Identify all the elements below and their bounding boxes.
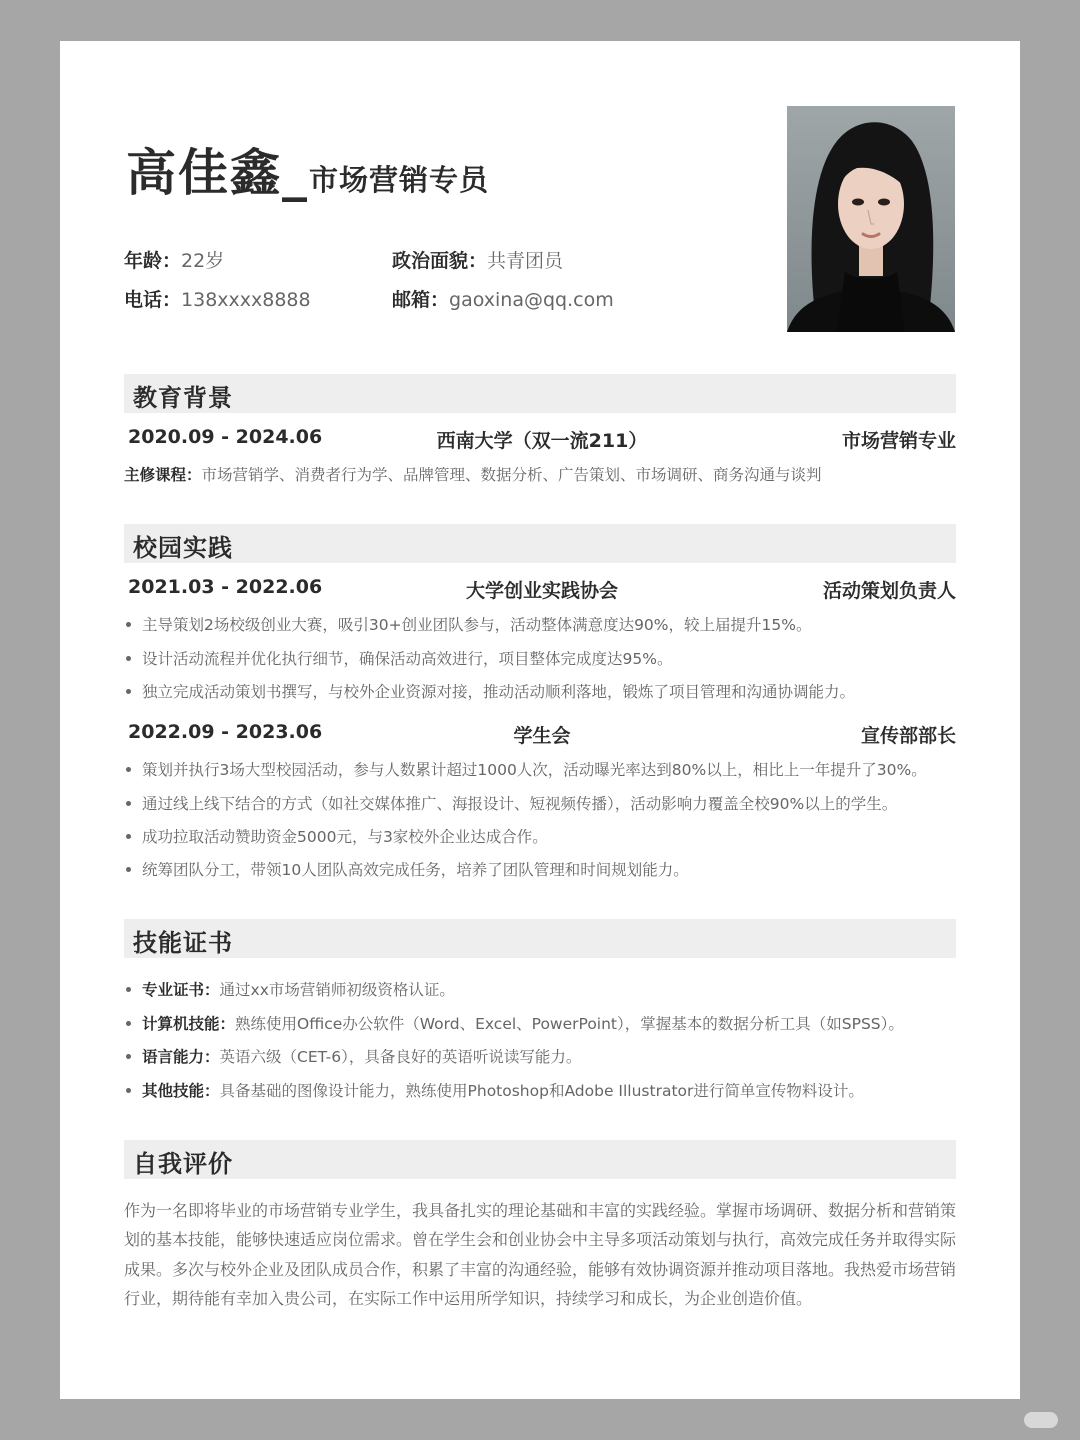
politics-field bbox=[392, 246, 563, 273]
list-item bbox=[124, 1079, 984, 1101]
skill-text: 具备基础的图像设计能力，熟练使用Photoshop和Adobe Illustrator进行简单宣传物料设计。 bbox=[219, 1082, 864, 1100]
resume-page bbox=[60, 41, 1020, 1399]
list-item: 统筹团队分工，带领10人团队高效完成任务，培养了团队管理和时间规划能力。 bbox=[124, 858, 984, 880]
name-separator: _ bbox=[282, 144, 309, 202]
education-school: 西南大学（双一流211） bbox=[436, 430, 648, 452]
applicant-name: 高佳鑫 bbox=[126, 144, 282, 202]
self-eval-title: 自我评价 bbox=[133, 1150, 233, 1178]
email-value: gaoxina@qq.com bbox=[449, 289, 614, 311]
profile-photo bbox=[787, 106, 955, 332]
practice-role: 活动策划负责人 bbox=[822, 580, 956, 602]
education-title: 教育背景 bbox=[133, 384, 233, 412]
self-eval-section-header bbox=[124, 1140, 956, 1179]
practice-role: 宣传部部长 bbox=[860, 725, 956, 747]
phone-field bbox=[124, 285, 311, 312]
skills-title: 技能证书 bbox=[133, 929, 233, 957]
education-major: 市场营销专业 bbox=[841, 430, 956, 452]
paragraph-line: 划的基本技能，能够快速适应岗位需求。曾在学生会和创业协会中主导多项活动策划与执行，高效完成任务并取得实际 bbox=[124, 1230, 957, 1250]
list-item: 独立完成活动策划书撰写，与校外企业资源对接，推动活动顺利落地，锻炼了项目管理和沟通协调能力。 bbox=[124, 680, 984, 702]
practice-org: 学生会 bbox=[513, 725, 571, 747]
phone-value: 138xxxx8888 bbox=[181, 289, 311, 311]
list-item: 通过线上线下结合的方式（如社交媒体推广、海报设计、短视频传播），活动影响力覆盖全校90%以上的学生。 bbox=[124, 792, 984, 814]
practice-section-header bbox=[124, 524, 956, 563]
age-value: 22岁 bbox=[181, 250, 225, 272]
age-field bbox=[124, 246, 224, 273]
practice-row bbox=[128, 721, 956, 751]
skill-text: 熟练使用Office办公软件（Word、Excel、PowerPoint），掌握基本的数据分析工具（如SPSS）。 bbox=[235, 1015, 904, 1033]
skill-text: 通过xx市场营销师初级资格认证。 bbox=[219, 981, 455, 999]
list-item bbox=[124, 978, 984, 1000]
list-item: 设计活动流程并优化执行细节，确保活动高效进行，项目整体完成度达95%。 bbox=[124, 647, 984, 669]
skill-label: 语言能力： bbox=[142, 1048, 220, 1066]
list-item bbox=[124, 1045, 984, 1067]
skill-text: 英语六级（CET-6），具备良好的英语听说读写能力。 bbox=[219, 1048, 582, 1066]
paragraph-line: 作为一名即将毕业的市场营销专业学生，我具备扎实的理论基础和丰富的实践经验。掌握市场调研、数据分析和营销策 bbox=[124, 1201, 957, 1220]
skill-label: 专业证书： bbox=[142, 981, 220, 999]
practice-row bbox=[128, 576, 956, 606]
list-item: 成功拉取活动赞助资金5000元，与3家校外企业达成合作。 bbox=[124, 825, 984, 847]
phone-label: 电话： bbox=[124, 289, 182, 311]
list-item bbox=[124, 1012, 984, 1034]
list-item: 策划并执行3场大型校园活动，参与人数累计超过1000人次，活动曝光率达到80%以上，相比上一年提升了30%。 bbox=[124, 758, 984, 780]
education-courses bbox=[124, 463, 984, 485]
resume-header bbox=[126, 133, 489, 205]
practice-org: 大学创业实践协会 bbox=[465, 580, 618, 602]
paragraph-line: 成果。多次与校外企业及团队成员合作，积累了丰富的沟通经验，能够有效协调资源并推动项目落地。我热爱市场营销 bbox=[124, 1259, 957, 1279]
skill-label: 其他技能： bbox=[142, 1082, 220, 1100]
practice-period: 2022.09 - 2023.06 bbox=[128, 721, 323, 743]
politics-value: 共青团员 bbox=[487, 250, 564, 272]
courses-label: 主修课程： bbox=[124, 466, 202, 484]
portrait-image bbox=[787, 106, 955, 332]
watermark-badge bbox=[1024, 1412, 1058, 1428]
list-item: 主导策划2场校级创业大赛，吸引30+创业团队参与，活动整体满意度达90%，较上届提升15%。 bbox=[124, 613, 984, 635]
email-field bbox=[392, 285, 614, 312]
skill-label: 计算机技能： bbox=[142, 1015, 236, 1033]
skills-section-header bbox=[124, 919, 956, 958]
email-label: 邮箱： bbox=[392, 289, 450, 311]
education-section-header bbox=[124, 374, 956, 413]
age-label: 年龄： bbox=[124, 250, 182, 272]
paragraph-line: 行业，期待能有幸加入贵公司，在实际工作中运用所学知识，持续学习和成长，为企业创造价值。 bbox=[124, 1288, 813, 1308]
practice-period: 2021.03 - 2022.06 bbox=[128, 576, 323, 598]
courses-text: 市场营销学、消费者行为学、品牌管理、数据分析、广告策划、市场调研、商务沟通与谈判 bbox=[201, 466, 822, 484]
politics-label: 政治面貌： bbox=[392, 250, 488, 272]
self-eval-paragraph bbox=[124, 1196, 962, 1313]
job-title: 市场营销专员 bbox=[309, 163, 490, 197]
education-row bbox=[128, 426, 956, 456]
practice-title: 校园实践 bbox=[133, 534, 233, 562]
education-period: 2020.09 - 2024.06 bbox=[128, 426, 323, 448]
